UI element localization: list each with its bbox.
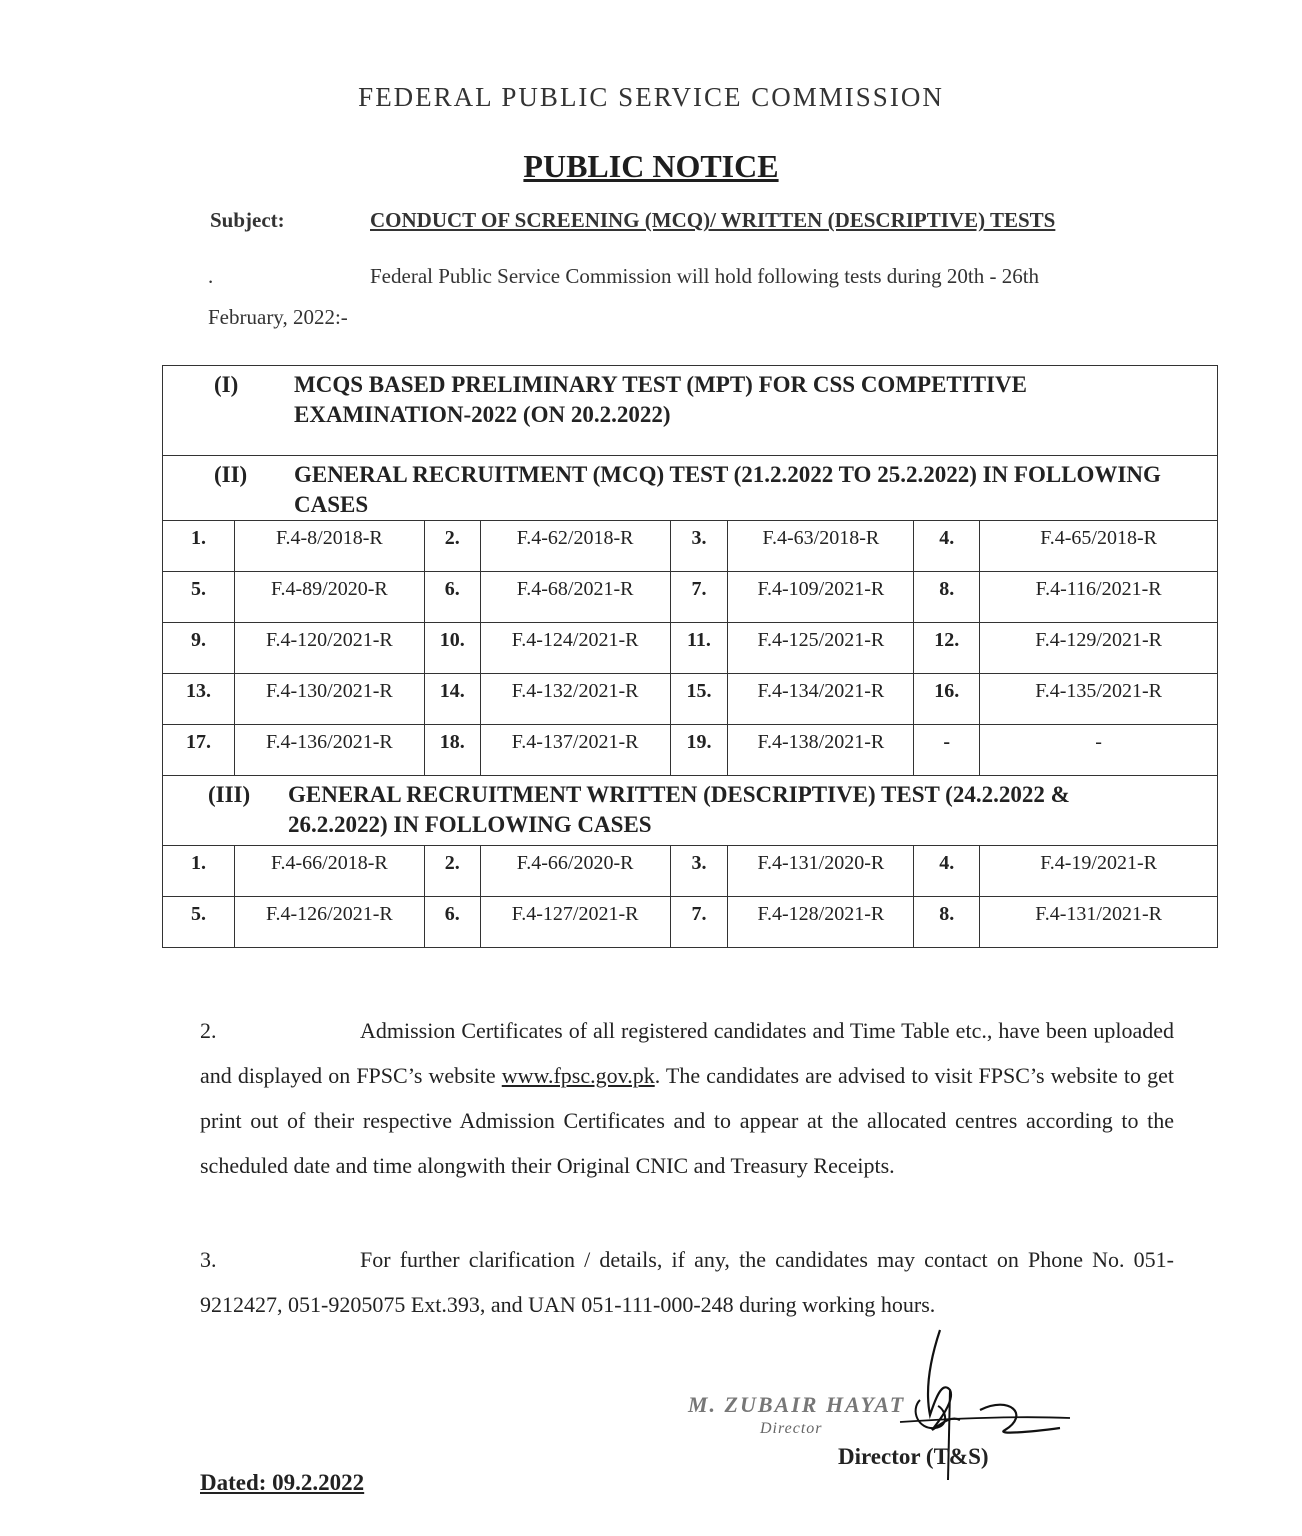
paragraph-2 — [200, 1008, 1174, 1188]
case-file-number: F.4-120/2021-R — [234, 623, 424, 674]
case-file-number: - — [980, 725, 1218, 776]
section-3-header — [163, 776, 1218, 846]
case-file-number: F.4-124/2021-R — [480, 623, 670, 674]
case-file-number: F.4-62/2018-R — [480, 521, 670, 572]
case-file-number: F.4-66/2020-R — [480, 846, 670, 897]
case-file-number: F.4-68/2021-R — [480, 572, 670, 623]
section-3-title: GENERAL RECRUITMENT WRITTEN (DESCRIPTIVE) TEST (24.2.2022 & 26.2.2022) IN FOLLOWING CASES — [288, 782, 1070, 837]
case-file-number: F.4-65/2018-R — [980, 521, 1218, 572]
table-row — [163, 674, 1218, 725]
case-number: 15. — [670, 674, 728, 725]
table-row — [163, 623, 1218, 674]
case-number: 13. — [163, 674, 235, 725]
case-number: 1. — [163, 846, 235, 897]
signatory-title: Director (T&S) — [838, 1444, 989, 1469]
signature-stamp-name: M. ZUBAIR HAYAT — [688, 1392, 906, 1417]
case-number: 5. — [163, 897, 235, 948]
intro-dot: . — [208, 264, 214, 288]
section-2-title: GENERAL RECRUITMENT (MCQ) TEST (21.2.2022 TO 25.2.2022) IN FOLLOWING CASES — [294, 462, 1161, 517]
case-number: 5. — [163, 572, 235, 623]
case-number: 6. — [424, 897, 480, 948]
case-number: 8. — [914, 572, 980, 623]
case-file-number: F.4-131/2020-R — [728, 846, 914, 897]
case-file-number: F.4-135/2021-R — [980, 674, 1218, 725]
case-file-number: F.4-89/2020-R — [234, 572, 424, 623]
paragraph-2-number: 2. — [200, 1018, 217, 1043]
table-row — [163, 846, 1218, 897]
intro-line-2: February, 2022:- — [208, 305, 348, 329]
signature-stamp-title: Director — [760, 1420, 823, 1437]
dated: Dated: 09.2.2022 — [200, 1470, 365, 1495]
case-number: 2. — [424, 521, 480, 572]
paragraph-3 — [200, 1237, 1174, 1327]
case-number: 1. — [163, 521, 235, 572]
case-file-number: F.4-129/2021-R — [980, 623, 1218, 674]
section-1-roman: (I) — [214, 372, 239, 397]
case-file-number: F.4-128/2021-R — [728, 897, 914, 948]
case-file-number: F.4-19/2021-R — [980, 846, 1218, 897]
case-number: 4. — [914, 521, 980, 572]
subject-label: Subject: — [210, 208, 285, 232]
case-number: 6. — [424, 572, 480, 623]
table-row — [163, 572, 1218, 623]
case-file-number: F.4-8/2018-R — [234, 521, 424, 572]
case-file-number: F.4-130/2021-R — [234, 674, 424, 725]
case-number: 7. — [670, 572, 728, 623]
table-row — [163, 897, 1218, 948]
case-number: 14. — [424, 674, 480, 725]
case-number: 4. — [914, 846, 980, 897]
paragraph-2-text-1: Admission Certificates of all registered candidates and Time Table etc., have been uploaded and displayed on FPSC’s website — [200, 1018, 1174, 1088]
section-3-roman: (III) — [208, 782, 251, 807]
case-number: - — [914, 725, 980, 776]
section-2-header — [163, 456, 1218, 521]
section-2-roman: (II) — [214, 462, 248, 487]
case-number: 12. — [914, 623, 980, 674]
table-row — [163, 725, 1218, 776]
case-file-number: F.4-138/2021-R — [728, 725, 914, 776]
case-file-number: F.4-134/2021-R — [728, 674, 914, 725]
paragraph-3-text: For further clarification / details, if any, the candidates may contact on Phone No. 051-9212427, 051-9205075 Ext.393, and UAN 051-111-000-248 during working hours. — [200, 1247, 1174, 1317]
case-number: 19. — [670, 725, 728, 776]
intro-line-1: Federal Public Service Commission will hold following tests during 20th - 26th — [370, 264, 1040, 288]
case-file-number: F.4-127/2021-R — [480, 897, 670, 948]
case-file-number: F.4-131/2021-R — [980, 897, 1218, 948]
paragraph-2-text-2: . The candidates are advised to visit FPSC’s website to get print out of their respective Admission Certificates and to appear at the allocated centres according to the scheduled date and time alongwith their Original CNIC and Treasury Receipts. — [200, 1063, 1174, 1178]
case-file-number: F.4-109/2021-R — [728, 572, 914, 623]
organization-name: FEDERAL PUBLIC SERVICE COMMISSION — [358, 82, 944, 112]
case-number: 17. — [163, 725, 235, 776]
case-number: 10. — [424, 623, 480, 674]
case-file-number: F.4-66/2018-R — [234, 846, 424, 897]
case-file-number: F.4-137/2021-R — [480, 725, 670, 776]
paragraph-3-number: 3. — [200, 1247, 217, 1272]
case-file-number: F.4-136/2021-R — [234, 725, 424, 776]
case-file-number: F.4-63/2018-R — [728, 521, 914, 572]
subject-text: CONDUCT OF SCREENING (MCQ)/ WRITTEN (DESCRIPTIVE) TESTS — [370, 208, 1056, 232]
case-number: 2. — [424, 846, 480, 897]
case-number: 18. — [424, 725, 480, 776]
case-number: 9. — [163, 623, 235, 674]
case-file-number: F.4-125/2021-R — [728, 623, 914, 674]
website-link[interactable]: www.fpsc.gov.pk — [501, 1063, 655, 1088]
case-file-number: F.4-132/2021-R — [480, 674, 670, 725]
case-file-number: F.4-116/2021-R — [980, 572, 1218, 623]
case-file-number: F.4-126/2021-R — [234, 897, 424, 948]
case-number: 7. — [670, 897, 728, 948]
section-1-title: MCQS BASED PRELIMINARY TEST (MPT) FOR CSS COMPETITIVE EXAMINATION-2022 (ON 20.2.2022) — [294, 372, 1027, 427]
case-number: 3. — [670, 846, 728, 897]
notice-title: PUBLIC NOTICE — [523, 148, 779, 184]
table-row — [163, 521, 1218, 572]
case-number: 11. — [670, 623, 728, 674]
case-number: 8. — [914, 897, 980, 948]
section-1-header — [163, 366, 1218, 456]
case-number: 16. — [914, 674, 980, 725]
case-number: 3. — [670, 521, 728, 572]
cases-table — [162, 365, 1218, 948]
